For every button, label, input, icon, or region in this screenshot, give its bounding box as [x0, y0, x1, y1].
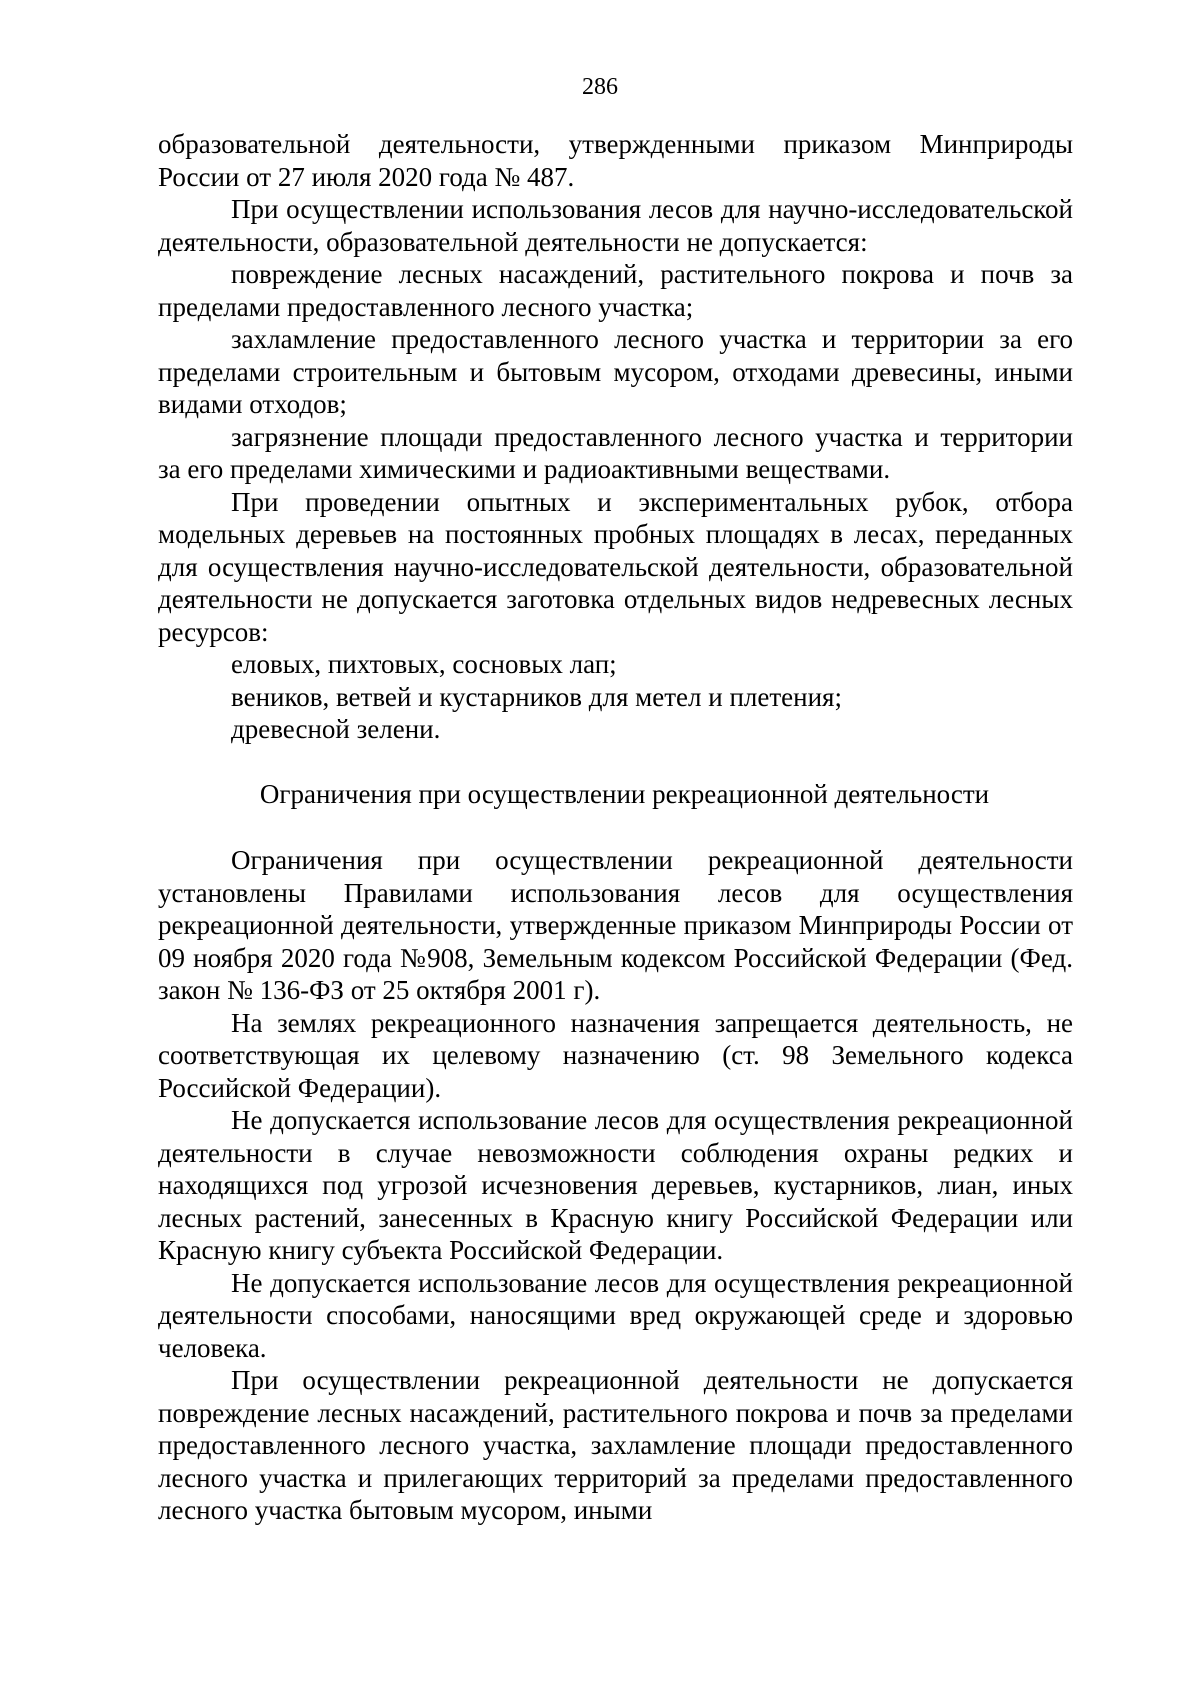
list-item: еловых, пихтовых, сосновых лап; — [231, 649, 617, 679]
document-body — [158, 128, 1073, 1527]
paragraph: При осуществлении использования лесов для научно-исследовательской деятельности, образовательной деятельности не допускается: — [158, 194, 1073, 257]
paragraph: Не допускается использование лесов для осуществления рекреационной деятельности в случае невозможности соблюдения охраны редких и находящихся под угрозой исчезновения деревьев, кустарников, лиан, иных лесных растений, занесенных в Красную книгу Российской Федерации или Красную книгу субъекта Российской Федерации. — [158, 1105, 1073, 1265]
paragraph: На землях рекреационного назначения запрещается деятельность, не соответствующая их целевому назначению (ст. 98 Земельного кодекса Российской Федерации). — [158, 1007, 1073, 1103]
list-item: веников, ветвей и кустарников для метел и плетения; — [231, 681, 842, 712]
paragraph: При осуществлении рекреационной деятельности не допускается повреждение лесных насаждений, растительного покрова и почв за пределами предоставленного лесного участка, захламление площади предоставленного лесного участка и прилегающих территорий за пределами предоставленного лесного участка бытовым мусором, иными — [158, 1365, 1073, 1525]
list-item: древесной зелени. — [231, 714, 441, 744]
section-heading: Ограничения при осуществлении рекреационной деятельности — [259, 778, 990, 809]
paragraph: Не допускается использование лесов для осуществления рекреационной деятельности способами, наносящими вред окружающей среде и здоровью человека. — [158, 1267, 1073, 1363]
paragraph: Ограничения при осуществлении рекреационной деятельности установлены Правилами использования лесов для осуществления рекреационной деятельности, утвержденные приказом Минприроды России от 09 ноября 2020 года №908, Земельным кодексом Российской Федерации (Фед. закон № 136-ФЗ от 25 октября 2001 г). — [158, 845, 1073, 1005]
paragraph: повреждение лесных насаждений, растительного покрова и почв за пределами предоставленного лесного участка; — [158, 259, 1073, 322]
paragraph: захламление предоставленного лесного участка и территории за его пределами строительным и бытовым мусором, отходами древесины, иными видами отходов; — [158, 324, 1073, 419]
paragraph: загрязнение площади предоставленного лесного участка и территории за его пределами химическими и радиоактивными веществами. — [158, 421, 1073, 484]
paragraph: При проведении опытных и экспериментальных рубок, отбора модельных деревьев на постоянных пробных площадях в лесах, переданных для осуществления научно-исследовательской деятельности, образовательной деятельности не допускается заготовка отдельных видов недревесных лесных ресурсов: — [158, 486, 1073, 647]
page-number: 286 — [582, 74, 618, 100]
paragraph-continuation: образовательной деятельности, утвержденными приказом Минприроды России от 27 июля 2020 года № 487. — [158, 129, 1073, 192]
